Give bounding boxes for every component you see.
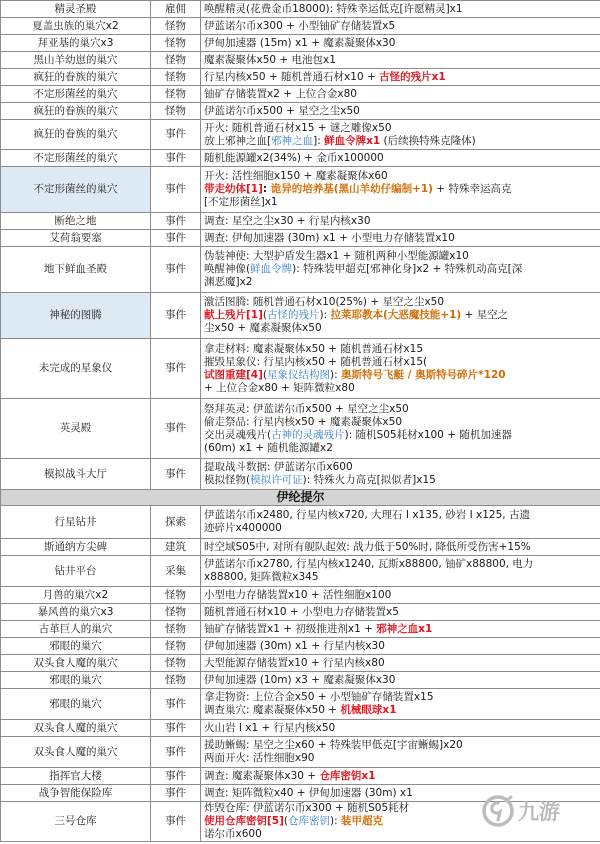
reward-text: 铀矿存储装置x2 + 上位合金x80 <box>204 87 357 100</box>
location-cell: 夏盖虫族的巢穴x2 <box>1 18 151 35</box>
reward-text: 伊蓝诺尔币x300 + 小型铀矿存储装置x5 <box>204 19 396 32</box>
location-cell: 古革巨人的巢穴 <box>1 621 151 638</box>
table-row <box>1 785 600 802</box>
reward-text: 机械眼球x1 <box>340 704 397 716</box>
location-cell: 邪眼的巢穴 <box>1 638 151 655</box>
type-cell: 怪物 <box>151 672 201 689</box>
reward-text: 拿走材料: 魔素凝聚体x50 + 随机普通石材x15 <box>204 342 423 355</box>
reward-line <box>204 135 597 148</box>
table-row <box>1 150 600 167</box>
reward-text: 模拟许可证 <box>250 474 303 486</box>
reward-text: 火山岩 I x1 + 行星内核x50 <box>204 721 336 734</box>
reward-line <box>204 88 597 101</box>
reward-cell <box>201 213 600 230</box>
reward-line <box>204 152 597 165</box>
reward-cell <box>201 167 600 213</box>
watermark-text: 九游 <box>518 800 560 824</box>
location-cell: 三号仓库 <box>1 802 151 842</box>
table-row <box>1 621 600 638</box>
location-cell: 双头食人魔的巢穴 <box>1 737 151 768</box>
location-cell: 英灵殿 <box>1 399 151 459</box>
reward-line <box>204 722 597 735</box>
reward-text: 模拟怪物( <box>204 474 251 486</box>
location-cell: 斯通纳方尖碑 <box>1 539 151 556</box>
reward-line <box>204 215 597 228</box>
reward-line <box>204 3 597 16</box>
reward-cell <box>201 621 600 638</box>
reward-text: 献上残片[1] <box>204 309 263 321</box>
location-cell: 断绝之地 <box>1 213 151 230</box>
reward-text: ): 特殊装甲超克[邪神化身]x2 + 特殊机动高克[深 <box>292 263 523 275</box>
type-cell: 怪物 <box>151 655 201 672</box>
reward-line <box>204 416 597 429</box>
reward-text: 炸毁仓库: 伊蓝诺尔币x300 + 随机S05耗材 <box>204 802 410 814</box>
reward-cell <box>201 556 600 587</box>
type-cell: 事件 <box>151 247 201 293</box>
reward-line <box>204 509 597 522</box>
reward-text: 调查: 矩阵微粒x40 + 伊甸加速器 (30m) x1 <box>204 786 413 799</box>
reward-line <box>204 276 597 289</box>
reward-cell <box>201 802 600 842</box>
reward-text: 随机普通石材x10 + 小型电力存储装置x5 <box>204 605 399 618</box>
type-cell: 事件 <box>151 720 201 737</box>
table-row <box>1 339 600 399</box>
location-cell: 双头食人魔的巢穴 <box>1 720 151 737</box>
table-row <box>1 86 600 103</box>
reward-line <box>204 250 597 263</box>
location-cell: 钻井平台 <box>1 556 151 587</box>
reward-cell <box>201 506 600 539</box>
type-cell: 建筑 <box>151 539 201 556</box>
type-cell: 怪物 <box>151 103 201 120</box>
reward-cell <box>201 247 600 293</box>
reward-line <box>204 343 597 356</box>
reward-cell <box>201 293 600 339</box>
reward-text: 仓库密钥 <box>288 815 331 827</box>
reward-line <box>204 474 597 487</box>
reward-text: 开火: 随机普通石材x15 + 谜之雕像x50 <box>204 121 392 134</box>
type-cell: 怪物 <box>151 18 201 35</box>
reward-text: 奥斯特号飞艇 / 奥斯特号碎片*120 <box>341 368 506 381</box>
reward-cell <box>201 587 600 604</box>
reward-text: 偷走祭品: 行星内核x50 + 魔素凝聚体x50 <box>204 415 402 428</box>
reward-cell <box>201 86 600 103</box>
location-cell: 疯狂的眷族的巢穴 <box>1 120 151 150</box>
reward-line <box>204 571 597 584</box>
type-cell: 怪物 <box>151 621 201 638</box>
reward-line <box>204 828 597 841</box>
reward-text: 行星内核x50 + 随机普通石材x10 + <box>204 70 380 83</box>
reward-text: ]: <box>313 134 325 147</box>
reward-line <box>204 787 597 800</box>
reward-line <box>204 522 597 535</box>
reward-cell <box>201 339 600 399</box>
reward-text: 调查: 伊甸加速器 (30m) x1 + 小型电力存储装置x10 <box>204 231 455 244</box>
reward-line <box>204 770 597 783</box>
reward-text: [不定形菌丝]x1 <box>204 196 278 208</box>
reward-cell <box>201 689 600 720</box>
reward-text: 伪装神使: 大型护盾发生器x1 + 随机两种小型能源罐x10 <box>204 250 469 262</box>
reward-text: + 特殊幸运高克 <box>432 183 512 195</box>
reward-text: 交出灵魂残片( <box>204 428 272 441</box>
location-cell: 不定形菌丝的巢穴 <box>1 150 151 167</box>
reward-text: 仓库密钥x1 <box>319 769 376 782</box>
type-cell: 事件 <box>151 737 201 768</box>
reward-line <box>204 54 597 67</box>
reward-text: 开火: 活性细胞x150 + 魔素凝聚体x60 <box>204 170 388 182</box>
table-row <box>1 69 600 86</box>
reward-text: ( <box>262 368 268 381</box>
section-title: 伊纶提尔 <box>1 490 600 506</box>
reward-text: 古怪的残片x1 <box>379 70 446 83</box>
table-row <box>1 587 600 604</box>
reward-line <box>204 196 597 209</box>
reward-text: 诡异的培养基(黑山羊幼仔编制+1) <box>270 183 433 195</box>
reward-cell <box>201 150 600 167</box>
reward-cell <box>201 399 600 459</box>
location-cell: 暴风兽的巢穴x3 <box>1 604 151 621</box>
reward-line <box>204 369 597 382</box>
location-cell: 不定形菌丝的巢穴 <box>1 86 151 103</box>
type-cell: 雇佣 <box>151 1 201 18</box>
reward-line <box>204 105 597 118</box>
reward-text: 诺尔币x600 <box>204 828 262 840</box>
table-row <box>1 737 600 768</box>
reward-line <box>204 356 597 369</box>
location-cell: 拜亚基的巢穴x3 <box>1 35 151 52</box>
reward-cell <box>201 69 600 86</box>
table-row <box>1 230 600 247</box>
type-cell: 事件 <box>151 213 201 230</box>
table-row <box>1 52 600 69</box>
reward-text: ): <box>330 815 341 827</box>
reward-text: 铀矿存储装置x1 + 初级推进剂x1 + <box>204 622 377 635</box>
table-row <box>1 459 600 490</box>
location-cell: 邪眼的巢穴 <box>1 689 151 720</box>
reward-text: 放上邪神之血[ <box>204 134 272 147</box>
reward-cell <box>201 52 600 69</box>
reward-text: 尘x50 + 魔素凝聚体x50 <box>204 322 322 334</box>
reward-text: 时空域S05中, 对所有舰队起效: 战力低于50%时, 降低所受伤害+15% <box>204 540 531 553</box>
reward-line <box>204 691 597 704</box>
reward-line <box>204 382 597 395</box>
location-cell: 邪眼的巢穴 <box>1 672 151 689</box>
location-cell: 月兽的巢穴x2 <box>1 587 151 604</box>
reward-text: 鲜血令牌 <box>250 263 293 275</box>
reward-line <box>204 752 597 765</box>
type-cell: 怪物 <box>151 86 201 103</box>
type-cell: 怪物 <box>151 587 201 604</box>
reward-line <box>204 296 597 309</box>
location-cell: 未完成的星象仪 <box>1 339 151 399</box>
type-cell: 怪物 <box>151 35 201 52</box>
reward-cell <box>201 230 600 247</box>
reward-text: ): <box>319 309 331 321</box>
reward-text: 调查巢穴: 魔素凝聚体x50 + <box>204 704 341 716</box>
reward-cell <box>201 120 600 150</box>
reward-line <box>204 589 597 602</box>
reward-line <box>204 429 597 442</box>
table-row <box>1 539 600 556</box>
reward-line <box>204 403 597 416</box>
location-cell: 疯狂的眷族的巢穴 <box>1 69 151 86</box>
reward-line <box>204 71 597 84</box>
table-row <box>1 689 600 720</box>
reward-line <box>204 461 597 474</box>
type-cell: 事件 <box>151 399 201 459</box>
type-cell: 事件 <box>151 167 201 213</box>
table-row <box>1 18 600 35</box>
reward-text: 拉莱耶教本(大恶魔技能+1) <box>330 309 462 321</box>
reward-text: 提取战斗数据: 伊蓝诺尔币x600 <box>204 461 353 473</box>
reward-cell <box>201 35 600 52</box>
location-cell: 黑山羊幼崽的巢穴 <box>1 52 151 69</box>
location-cell: 精灵圣殿 <box>1 1 151 18</box>
reward-line <box>204 606 597 619</box>
type-cell: 怪物 <box>151 69 201 86</box>
reward-text: 两面开火: 活性细胞x90 <box>204 752 315 764</box>
reward-text: 鲜血令牌x1 <box>324 134 381 147</box>
reward-text: ): 特殊火力高克[拟似者]x15 <box>302 474 436 486</box>
reward-text: x88800, 矩阵微粒x345 <box>204 571 319 583</box>
type-cell: 探索 <box>151 506 201 539</box>
table-row <box>1 213 600 230</box>
table-row <box>1 35 600 52</box>
reward-text: 激活图腾: 随机普通石材x10(25%) + 星空之尘x50 <box>204 296 445 308</box>
table-row <box>1 556 600 587</box>
reward-text: + 星空之 <box>461 309 509 321</box>
reward-text: 调查: 魔素凝聚体x30 + <box>204 769 320 782</box>
location-cell: 艾荷翁要塞 <box>1 230 151 247</box>
table-row <box>1 506 600 539</box>
location-cell: 疯狂的眷族的巢穴 <box>1 103 151 120</box>
table-row <box>1 638 600 655</box>
reward-text: 古神的灵魂残片 <box>271 428 345 441</box>
reward-text: 伊甸加速器 (30m) x1 + 行星内核x30 <box>204 639 385 652</box>
reward-line <box>204 640 597 653</box>
reward-line <box>204 657 597 670</box>
table-row <box>1 672 600 689</box>
reward-cell <box>201 655 600 672</box>
reward-text: ( <box>262 309 268 321</box>
reward-text: 伊甸加速器 (15m) x1 + 魔素凝聚体x30 <box>204 36 396 49</box>
type-cell: 事件 <box>151 150 201 167</box>
location-cell: 双头食人魔的巢穴 <box>1 655 151 672</box>
location-cell: 不定形菌丝的巢穴 <box>1 167 151 213</box>
reward-text: 伊蓝诺尔币x2780, 行星内核x1240, 瓦斯x88800, 铀矿x88800, 电力 <box>204 558 534 570</box>
reward-cell <box>201 737 600 768</box>
reward-line <box>204 541 597 554</box>
reward-text: + 上位合金x80 + 矩阵微粒x80 <box>204 381 355 394</box>
reward-text: ): <box>330 368 341 381</box>
reward-text: 大型能源存储装置x10 + 行星内核x80 <box>204 656 385 669</box>
type-cell: 事件 <box>151 689 201 720</box>
reward-line <box>204 20 597 33</box>
section-header <box>1 490 600 506</box>
reward-text: 邪神之血x1 <box>376 622 433 635</box>
table-row <box>1 604 600 621</box>
reward-cell <box>201 768 600 785</box>
location-cell: 指挥官大楼 <box>1 768 151 785</box>
reward-cell <box>201 1 600 18</box>
reward-cell <box>201 785 600 802</box>
reward-cell <box>201 638 600 655</box>
reward-line <box>204 558 597 571</box>
location-cell: 模拟战斗大厅 <box>1 459 151 490</box>
reward-cell <box>201 18 600 35</box>
reward-cell <box>201 539 600 556</box>
reward-text: 古怪的残片 <box>267 309 320 321</box>
reward-text: 伊蓝诺尔币x500 + 星空之尘x50 <box>204 104 360 117</box>
location-cell: 战争智能保险库 <box>1 785 151 802</box>
table-row <box>1 655 600 672</box>
type-cell: 怪物 <box>151 604 201 621</box>
reward-text: ( <box>283 815 289 827</box>
reward-text: 唤醒精灵(花费金币18000): 特殊幸运低克[许愿精灵]x1 <box>204 2 463 15</box>
reward-line <box>204 263 597 276</box>
reward-cell <box>201 103 600 120</box>
type-cell: 事件 <box>151 293 201 339</box>
table-row <box>1 167 600 213</box>
reward-text: 调查: 星空之尘x30 + 行星内核x30 <box>204 214 371 227</box>
reward-text: 装甲超克 <box>341 815 383 827</box>
type-cell: 事件 <box>151 459 201 490</box>
location-cell: 地下鲜血圣殿 <box>1 247 151 293</box>
reward-line <box>204 674 597 687</box>
reward-text: 带走幼体[1] <box>204 183 263 195</box>
reward-cell <box>201 459 600 490</box>
reward-line <box>204 802 597 815</box>
reward-text: 拿走物资: 上位合金x50 + 小型铀矿存储装置x15 <box>204 691 434 703</box>
reward-cell <box>201 672 600 689</box>
table-row <box>1 120 600 150</box>
reward-line <box>204 37 597 50</box>
reward-text: 试图重建[4] <box>204 368 263 381</box>
reward-line <box>204 183 597 196</box>
reward-text: 迹碎片x400000 <box>204 522 282 534</box>
reward-text: ): 随机S05耗材x100 + 随机加速器 <box>344 428 512 441</box>
reward-text: (60m) x1 + 随机能源罐x2 <box>204 441 333 454</box>
location-cell: 神秘的图腾 <box>1 293 151 339</box>
type-cell: 事件 <box>151 785 201 802</box>
reward-line <box>204 815 597 828</box>
type-cell: 事件 <box>151 120 201 150</box>
reward-line <box>204 322 597 335</box>
reward-text: 邪神之血 <box>271 134 314 147</box>
table-row <box>1 768 600 785</box>
reward-line <box>204 170 597 183</box>
reward-cell <box>201 604 600 621</box>
reward-line <box>204 442 597 455</box>
table-row <box>1 399 600 459</box>
reward-text: 小型电力存储装置x10 + 活性细胞x100 <box>204 588 392 601</box>
reward-text: 渊恶魔]x2 <box>204 276 253 288</box>
table-row <box>1 247 600 293</box>
reward-text: 伊甸加速器 (10m) x3 + 魔素凝聚体x30 <box>204 673 396 686</box>
reward-text: 随机能源罐x2(34%) + 金币x100000 <box>204 151 384 164</box>
reward-text: 伊蓝诺尔币x2480, 行星内核x720, 大理石 I x135, 砂岩 I x125, 古遗 <box>204 509 530 521</box>
reward-line <box>204 122 597 135</box>
table-row <box>1 293 600 339</box>
reward-line <box>204 739 597 752</box>
table-row <box>1 1 600 18</box>
reward-text: : <box>262 183 271 195</box>
reward-text: 魔素凝聚体x50 + 电池包x1 <box>204 53 336 66</box>
reward-line <box>204 704 597 717</box>
table-row <box>1 720 600 737</box>
location-cell: 行星钻井 <box>1 506 151 539</box>
type-cell: 怪物 <box>151 638 201 655</box>
type-cell: 采集 <box>151 556 201 587</box>
type-cell: 怪物 <box>151 52 201 69</box>
reward-text: 援助蜥蜴: 星空之尘x60 + 特殊装甲低克[宇宙蜥蜴]x20 <box>204 739 463 751</box>
type-cell: 事件 <box>151 230 201 247</box>
reward-cell <box>201 720 600 737</box>
reward-line <box>204 309 597 322</box>
type-cell: 事件 <box>151 339 201 399</box>
reward-text: 使用仓库密钥[5] <box>204 815 284 827</box>
table-row <box>1 103 600 120</box>
type-cell: 事件 <box>151 768 201 785</box>
type-cell: 事件 <box>151 802 201 842</box>
table-body <box>1 1 600 842</box>
reward-line <box>204 232 597 245</box>
reward-text: 祭拜英灵: 伊蓝诺尔币x500 + 星空之尘x50 <box>204 402 409 415</box>
reward-text: 摧毁星象仪: 行星内核x50 + 随机普通石材x15( <box>204 355 428 368</box>
reward-text: (后续换特殊克隆体) <box>380 134 476 147</box>
reward-text: 唤醒神像( <box>204 263 251 275</box>
reward-line <box>204 623 597 636</box>
reward-text: 星象仪结构图 <box>267 368 331 381</box>
table-row <box>1 802 600 842</box>
